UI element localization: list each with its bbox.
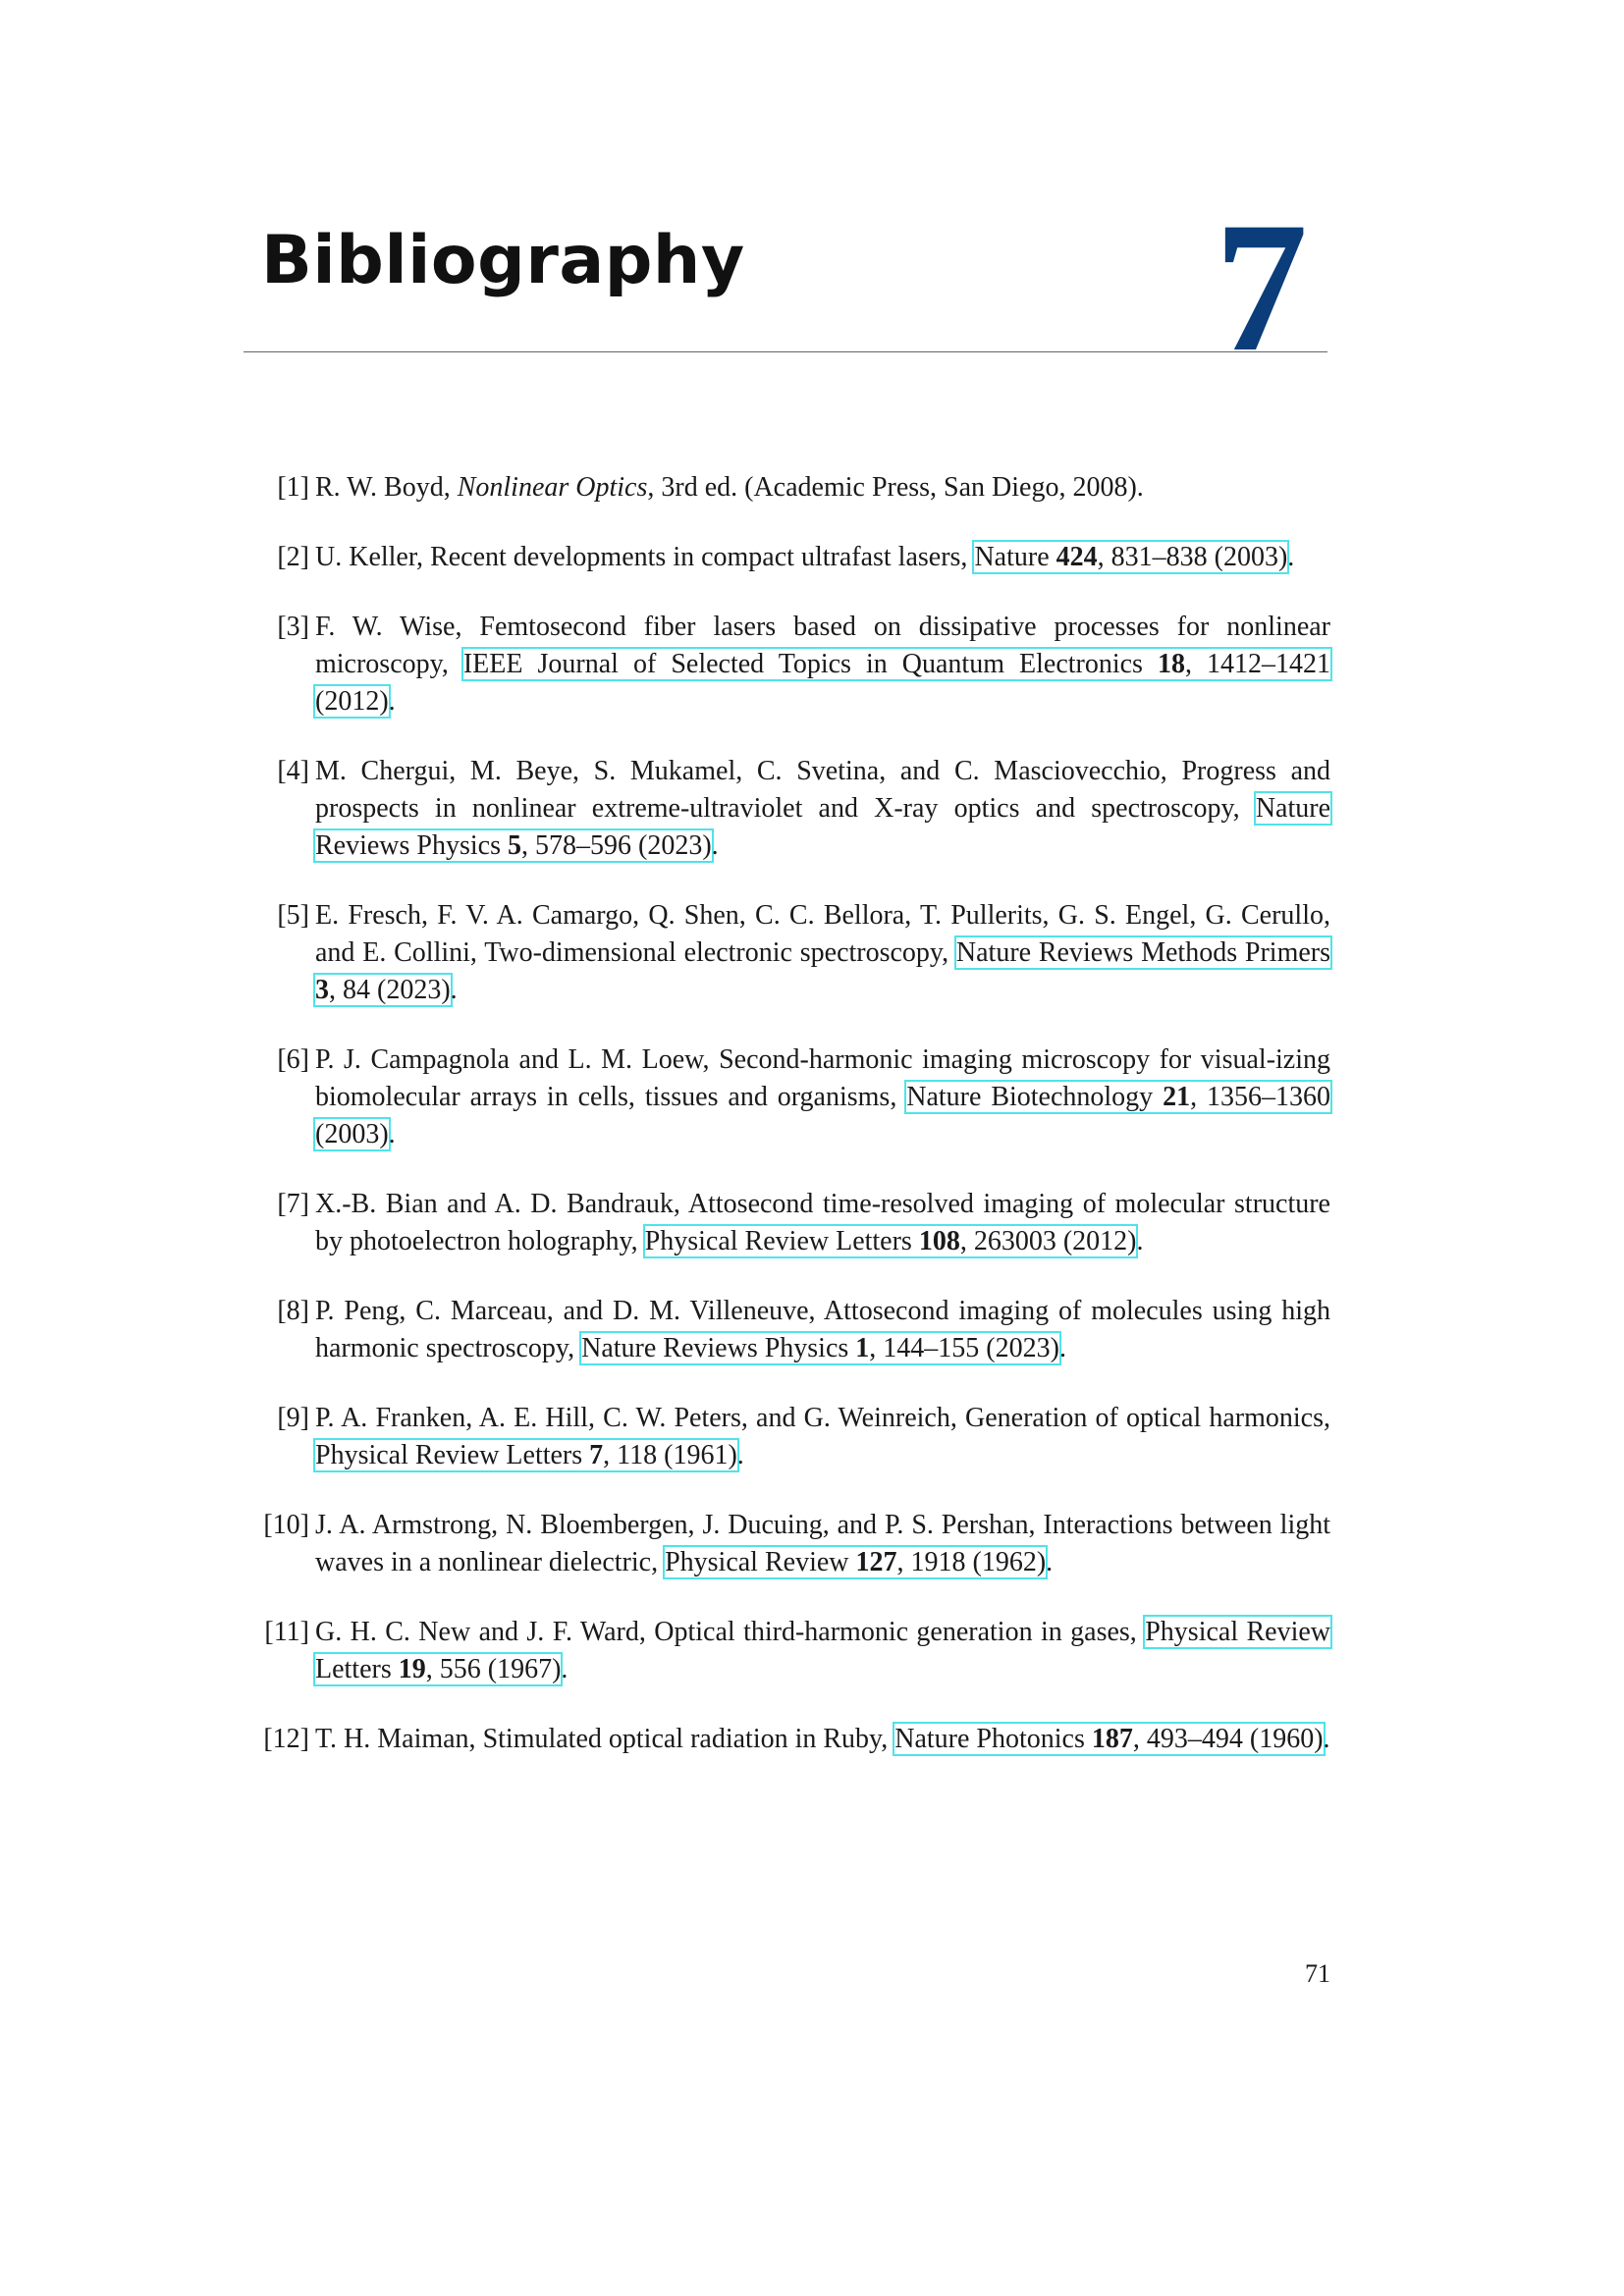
reference-book-title: Nonlinear Optics — [457, 472, 648, 503]
reference-pages: , 118 (1961) — [603, 1440, 737, 1470]
reference-authors: T. H. Maiman, — [315, 1724, 476, 1754]
reference-volume: 19 — [398, 1654, 426, 1684]
reference-11: [11] G. H. C. New and J. F. Ward, Optical third-harmonic generation in gases, Physical Review Letters 19, 556 (1967). — [250, 1614, 1330, 1688]
reference-journal: Nature — [974, 542, 1050, 572]
reference-pages: , 1918 (1962) — [896, 1547, 1047, 1577]
reference-volume: 187 — [1091, 1724, 1133, 1754]
reference-number: [2] — [277, 542, 309, 572]
reference-doi-link[interactable] — [974, 542, 1287, 572]
reference-number: [11] — [264, 1617, 309, 1647]
reference-authors: G. H. C. New and J. F. Ward, — [315, 1617, 646, 1647]
reference-title: Interactions between light waves in a nonlinear dielectric, — [315, 1510, 1330, 1577]
reference-pages: , 84 (2023) — [329, 975, 451, 1005]
reference-3: [3] F. W. Wise, Femtosecond fiber lasers based on dissipative processes for nonlinear microscopy, IEEE Journal of Selected Topics in Quantum Electronics 18, 1412–1421 (2012). — [250, 609, 1330, 721]
chapter-number: 7 — [1215, 185, 1308, 391]
chapter-title: Bibliography — [261, 222, 745, 299]
reference-2: [2] U. Keller, Recent developments in compact ultrafast lasers, Nature 424, 831–838 (2003). — [250, 539, 1330, 576]
bibliography-list — [250, 469, 1330, 1790]
page-number: 71 — [1305, 1959, 1330, 1988]
reference-authors: X.-B. Bian and A. D. Bandrauk, — [315, 1189, 680, 1219]
reference-pages: , 263003 (2012) — [959, 1226, 1137, 1256]
reference-authors: E. Fresch, F. V. A. Camargo, Q. Shen, C. C. Bellora, T. Pullerits, G. S. Engel, G. Cerullo, and E. Collini, — [315, 900, 1330, 968]
reference-8: [8] P. Peng, C. Marceau, and D. M. Villeneuve, Attosecond imaging of molecules using high harmonic spectroscopy, Nature Reviews Physics 1, 144–155 (2023). — [250, 1293, 1330, 1367]
reference-authors: P. A. Franken, A. E. Hill, C. W. Peters, and G. Weinreich, — [315, 1403, 957, 1433]
reference-authors: U. Keller, — [315, 542, 424, 572]
reference-doi-link[interactable] — [894, 1724, 1323, 1754]
reference-authors: F. W. Wise, — [315, 612, 462, 642]
reference-9: [9] P. A. Franken, A. E. Hill, C. W. Peters, and G. Weinreich, Generation of optical harmonics, Physical Review Letters 7, 118 (1961). — [250, 1400, 1330, 1474]
reference-number: [1] — [277, 472, 309, 503]
reference-journal: Physical Review Letters — [315, 1440, 583, 1470]
reference-number: [4] — [277, 756, 309, 786]
reference-4: [4] M. Chergui, M. Beye, S. Mukamel, C. Svetina, and C. Masciovecchio, Progress and prospects in nonlinear extreme-ultraviolet and X-ray optics and spectroscopy, Nature Reviews Physics 5, 578–596 (2023). — [250, 753, 1330, 865]
reference-number: [12] — [263, 1724, 309, 1754]
reference-volume: 18 — [1157, 649, 1185, 679]
reference-journal: Nature Photonics — [894, 1724, 1085, 1754]
chapter-header — [244, 185, 1327, 391]
reference-6: [6] P. J. Campagnola and L. M. Loew, Second-harmonic imaging microscopy for visual-izing biomolecular arrays in cells, tissues and organisms, Nature Biotechnology 21, 1356–1360 (2003). — [250, 1041, 1330, 1153]
reference-doi-link[interactable] — [645, 1226, 1137, 1256]
reference-pages: , 1356–1360 (2003) — [315, 1082, 1330, 1149]
reference-pages: , 144–155 (2023) — [869, 1333, 1059, 1363]
reference-journal: Nature Biotechnology — [906, 1082, 1154, 1112]
reference-title: Two-dimensional electronic spectroscopy, — [484, 937, 949, 968]
reference-volume: 3 — [315, 975, 329, 1005]
reference-authors: P. J. Campagnola and L. M. Loew, — [315, 1044, 710, 1075]
reference-title: Recent developments in compact ultrafast lasers, — [430, 542, 968, 572]
reference-volume: 1 — [855, 1333, 870, 1363]
reference-journal: Physical Review Letters — [315, 1617, 1331, 1684]
reference-10: [10] J. A. Armstrong, N. Bloembergen, J. Ducuing, and P. S. Pershan, Interactions between light waves in a nonlinear dielectric, Physical Review 127, 1918 (1962). — [250, 1507, 1330, 1581]
reference-title: Optical third-harmonic generation in gases, — [654, 1617, 1137, 1647]
reference-pages: , 831–838 (2003) — [1097, 542, 1288, 572]
reference-volume: 127 — [855, 1547, 897, 1577]
reference-volume: 21 — [1163, 1082, 1191, 1112]
reference-number: [3] — [277, 612, 309, 642]
reference-title: Stimulated optical radiation in Ruby, — [482, 1724, 889, 1754]
reference-number: [7] — [277, 1189, 309, 1219]
reference-doi-link[interactable] — [665, 1547, 1046, 1577]
reference-title: Progress and prospects in nonlinear extreme-ultraviolet and X-ray optics and spectroscopy, — [315, 756, 1331, 824]
reference-number: [9] — [277, 1403, 309, 1433]
reference-journal: Nature Reviews Physics — [315, 793, 1331, 861]
reference-doi-link[interactable] — [315, 649, 1330, 717]
reference-volume: 5 — [508, 830, 521, 861]
reference-authors: P. Peng, C. Marceau, and D. M. Villeneuve, — [315, 1296, 816, 1326]
reference-publisher: , 3rd ed. (Academic Press, San Diego, 2008). — [647, 472, 1144, 503]
reference-journal: Physical Review — [665, 1547, 849, 1577]
reference-journal: Physical Review Letters — [644, 1226, 912, 1256]
reference-1 — [250, 469, 1330, 507]
reference-pages: , 1412–1421 (2012) — [315, 649, 1331, 717]
reference-volume: 7 — [589, 1440, 604, 1470]
reference-5: [5] E. Fresch, F. V. A. Camargo, Q. Shen, C. C. Bellora, T. Pullerits, G. S. Engel, G. Cerullo, and E. Collini, Two-dimensional electronic spectroscopy, Nature Reviews Methods Primers 3, 84 (2023). — [250, 897, 1330, 1009]
reference-pages: , 493–494 (1960) — [1132, 1724, 1324, 1754]
reference-title: Second-harmonic imaging microscopy for visual-izing biomolecular arrays in cells, tissues and organisms, — [315, 1044, 1330, 1112]
reference-volume: 424 — [1056, 542, 1098, 572]
reference-title: Attosecond time-resolved imaging of molecular structure by photoelectron holography, — [315, 1189, 1330, 1256]
reference-journal: Nature Reviews Physics — [581, 1333, 849, 1363]
reference-volume: 108 — [918, 1226, 960, 1256]
reference-doi-link[interactable] — [315, 1440, 737, 1470]
reference-journal: Nature Reviews Methods Primers — [955, 937, 1331, 968]
reference-doi-link[interactable] — [581, 1333, 1059, 1363]
reference-authors: M. Chergui, M. Beye, S. Mukamel, C. Svetina, and C. Masciovecchio, — [315, 756, 1167, 786]
reference-journal: IEEE Journal of Selected Topics in Quantum Electronics — [462, 649, 1143, 679]
reference-7: [7] X.-B. Bian and A. D. Bandrauk, Attosecond time-resolved imaging of molecular structure by photoelectron holography, Physical Review Letters 108, 263003 (2012). — [250, 1186, 1330, 1260]
reference-authors: J. A. Armstrong, N. Bloembergen, J. Ducuing, and P. S. Pershan, — [315, 1510, 1036, 1540]
reference-title: Attosecond imaging of molecules using high harmonic spectroscopy, — [315, 1296, 1330, 1363]
reference-pages: , 578–596 (2023) — [521, 830, 712, 861]
reference-number: [6] — [277, 1044, 309, 1075]
reference-authors: R. W. Boyd, — [315, 472, 451, 503]
reference-title: Generation of optical harmonics, — [965, 1403, 1331, 1433]
reference-pages: , 556 (1967) — [425, 1654, 562, 1684]
reference-number: [8] — [277, 1296, 309, 1326]
reference-title: Femtosecond fiber lasers based on dissipative processes for nonlinear microscopy, — [315, 612, 1331, 679]
reference-12: [12] T. H. Maiman, Stimulated optical radiation in Ruby, Nature Photonics 187, 493–494 (1960). — [250, 1721, 1330, 1758]
reference-number: [5] — [277, 900, 309, 931]
reference-number: [10] — [263, 1510, 309, 1540]
